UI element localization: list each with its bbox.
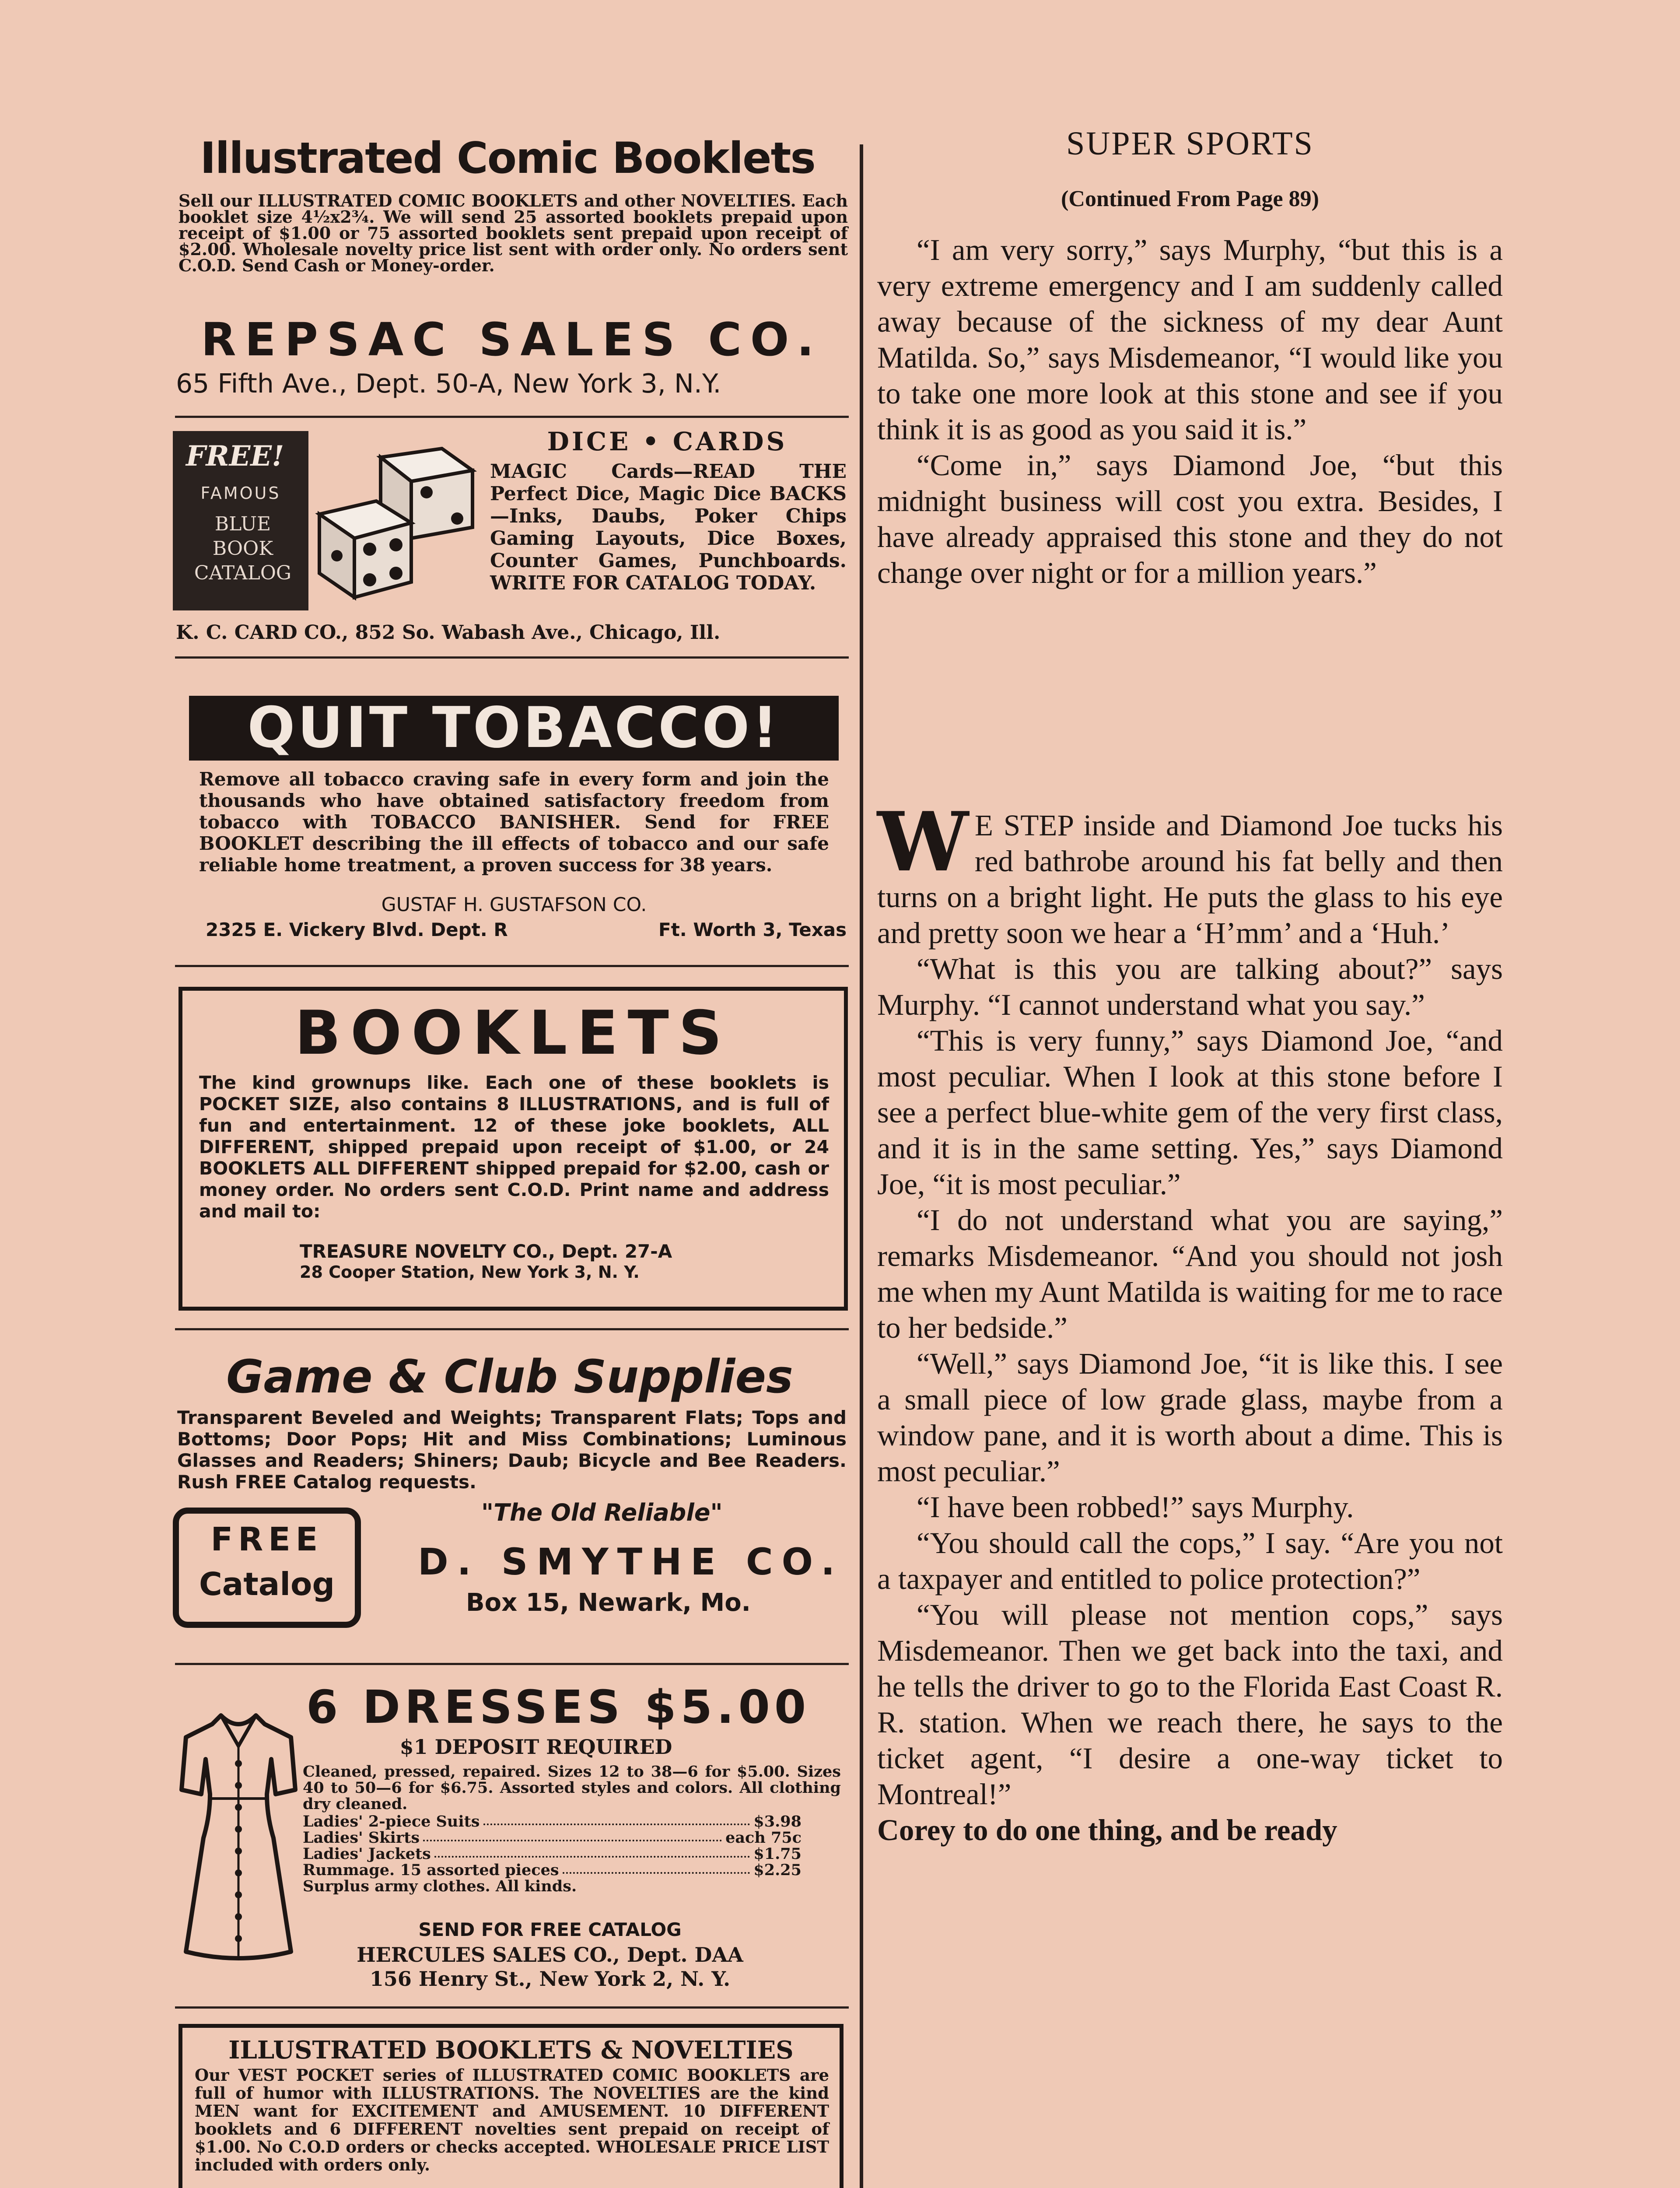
ad-comic-booklets-title: Illustrated Comic Booklets — [200, 133, 815, 183]
divider-6 — [175, 2006, 849, 2009]
story-paragraph: “Come in,” says Diamond Joe, “but this midnight business will cost you extra. Besides, I have already appraised this stone and they do not change over night or for a million years.” — [877, 449, 1503, 589]
story-paragraph: “You should call the cops,” I say. “Are you not a taxpayer and entitled to police protection?” — [877, 1526, 1503, 1595]
free-badge-top: FREE — [210, 1521, 323, 1558]
dropcap-paragraph: W E STEP inside and Diamond Joe tucks his red bathrobe around his fat belly and then turns on a bright light. He puts the glass to his eye and pretty soon we hear a ‘H’mm’ and a ‘Huh.’ — [877, 794, 1503, 950]
quit-tobacco-body: Remove all tobacco craving safe in every form and join the thousands who have obtained satisfactory freedom from tobacco with TOBACCO BANISHER. Send for FREE BOOKLET describing the ill effects of tobacco and our safe reliable home treatment, a proven success for 38 years. — [199, 768, 829, 876]
divider-2 — [175, 656, 849, 659]
story-paragraph: “I do not understand what you are saying,” remarks Misdemeanor. “And you should not josh me when my Aunt Matilda is waiting for me to race to her bedside.” — [877, 1203, 1503, 1344]
story-paragraph: “You will please not mention cops,” says Misdemeanor. Then we get back into the taxi, and he tells the driver to go to the Florida East Coast R. R. station. When we reach there, he says to the ticket agent, “I desire a one-way ticket to Montreal!” — [877, 1598, 1503, 1811]
gustafson-address-right: Ft. Worth 3, Texas — [658, 919, 847, 940]
game-club-title: Game & Club Supplies — [226, 1350, 793, 1403]
price-row: Ladies' Skirts each 75c — [303, 1829, 802, 1847]
gustafson-company: GUSTAF H. GUSTAFSON CO. — [381, 894, 647, 916]
price-row: Rummage. 15 assorted pieces $2.25 — [303, 1861, 802, 1879]
running-header: SUPER SPORTS — [1066, 125, 1314, 162]
deposit-required: $1 DEPOSIT REQUIRED — [399, 1735, 672, 1759]
ad-comic-booklets-body: Sell our ILLUSTRATED COMIC BOOKLETS and other NOVELTIES. Each booklet size 4½x2¾. We will send 25 assorted booklets prepaid upon receipt of $1.00 or 75 assorted booklets sent prepaid upon receipt of $2.00. Wholesale novelty price list sent with order only. No orders sent C.O.D. Send Cash or Money-order. — [178, 191, 848, 275]
ad-repsac-address: 65 Fifth Ave., Dept. 50-A, New York 3, N.Y. — [176, 368, 721, 399]
story-paragraph: “What is this you are talking about?” says Murphy. “I cannot understand what you say.” — [877, 952, 1503, 1021]
dresses-title: 6 DRESSES $5.00 — [306, 1680, 811, 1734]
quit-tobacco-title: QUIT TOBACCO! — [247, 695, 780, 761]
dresses-body: Cleaned, pressed, repaired. Sizes 12 to 38—6 for $5.00. Sizes 40 to 50—6 for $6.75. Assorted styles and colors. All clothing dry cleaned. — [303, 1763, 841, 1813]
old-reliable-slogan: "The Old Reliable" — [481, 1499, 723, 1526]
story-block-2 — [877, 794, 1503, 1848]
smythe-company: D. SMYTHE CO. — [418, 1540, 844, 1583]
hercules-address: 156 Henry St., New York 2, N. Y. — [369, 1967, 731, 1991]
blue-book-label: BLUE BOOK CATALOG — [194, 513, 292, 584]
dice-cards-heading: DICE • CARDS — [547, 427, 788, 456]
game-club-body: Transparent Beveled and Weights; Transparent Flats; Tops and Bottoms; Door Pops; Hit and Miss Combinations; Luminous Glasses and Readers; Shiners; Daub; Bicycle and Bee Readers. Rush FREE Catalog requests. — [177, 1407, 847, 1493]
dresses-cta: SEND FOR FREE CATALOG — [418, 1919, 682, 1940]
divider-1 — [175, 416, 849, 418]
dresses-price-list — [303, 1813, 802, 1894]
drop-cap: W — [877, 794, 969, 890]
dress-illustration — [173, 1707, 304, 1969]
booklets-title: BOOKLETS — [294, 998, 732, 1068]
price-row: Ladies' 2-piece Suits $3.98 — [303, 1813, 802, 1830]
divider-4 — [175, 1328, 849, 1330]
price-row: Ladies' Jackets $1.75 — [303, 1845, 802, 1863]
free-tag: FREE! — [186, 440, 284, 473]
story-block-1 — [877, 232, 1503, 591]
continued-note: (Continued From Page 89) — [1061, 186, 1319, 211]
smythe-address: Box 15, Newark, Mo. — [466, 1588, 751, 1617]
live-wire-body: Our VEST POCKET series of ILLUSTRATED COMIC BOOKLETS are full of humor with ILLUSTRATIONS. The NOVELTIES are the kind MEN want for EXCITEMENT and AMUSEMENT. 10 DIFFERENT booklets and 6 DIFFERENT novelties sent prepaid on receipt of $1.00. No C.O.D orders or checks accepted. WHOLESALE PRICE LIST included with orders only. — [195, 2065, 829, 2174]
blue-book-catalog-panel — [173, 431, 308, 610]
story-last-line: Corey to do one thing, and be ready — [877, 1813, 1337, 1847]
treasure-novelty-address: 28 Cooper Station, New York 3, N. Y. — [300, 1262, 640, 1282]
free-badge-bottom: Catalog — [199, 1566, 335, 1602]
gustafson-address-left: 2325 E. Vickery Blvd. Dept. R — [206, 919, 508, 940]
famous-label: FAMOUS — [200, 484, 281, 503]
story-paragraph: “I am very sorry,” says Murphy, “but this is a very extreme emergency and I am suddenly called away because of the sickness of my dear Aunt Matilda. So,” says Misdemeanor, “I would like you to take one more look at this stone and see if you think it is as good as you said it is.” — [877, 233, 1503, 446]
column-divider — [860, 144, 863, 2188]
live-wire-title: ILLUSTRATED BOOKLETS & NOVELTIES — [228, 2036, 794, 2065]
story-paragraph: “This is very funny,” says Diamond Joe, “and most peculiar. When I look at this stone before I see a perfect blue-white gem of the very first class, and it is in the same setting. Yes,” says Diamond Joe, “it is most peculiar.” — [877, 1024, 1503, 1201]
treasure-novelty-company: TREASURE NOVELTY CO., Dept. 27-A — [300, 1241, 672, 1262]
divider-5 — [175, 1663, 849, 1665]
story-paragraph: “Well,” says Diamond Joe, “it is like this. I see a small piece of low grade glass, maybe from a window pane, and it is worth about a dime. This is most peculiar.” — [877, 1347, 1503, 1488]
hercules-company: HERCULES SALES CO., Dept. DAA — [357, 1943, 743, 1967]
surplus-line: Surplus army clothes. All kinds. — [303, 1877, 577, 1895]
story-paragraph: “I have been robbed!” says Murphy. — [917, 1490, 1354, 1524]
booklets-body: The kind grownups like. Each one of these booklets is POCKET SIZE, also contains 8 ILLUSTRATIONS, and is full of fun and entertainment. 12 of these joke booklets, ALL DIFFERENT, shipped prepaid upon receipt of $1.00, or 24 BOOKLETS ALL DIFFERENT shipped prepaid for $2.00, cash or money order. No orders sent C.O.D. Print name and address and mail to: — [199, 1072, 829, 1222]
dice-cards-body: MAGIC Cards—READ THE Perfect Dice, Magic Dice BACKS—Inks, Daubs, Poker Chips Gaming Layouts, Dice Boxes, Counter Games, Punchboards. WRITE FOR CATALOG TODAY. — [490, 460, 847, 594]
ad-repsac-company: REPSAC SALES CO. — [201, 313, 823, 366]
dice-icon — [315, 440, 481, 602]
divider-3 — [175, 965, 849, 967]
kc-card-address: K. C. CARD CO., 852 So. Wabash Ave., Chicago, Ill. — [176, 621, 721, 644]
